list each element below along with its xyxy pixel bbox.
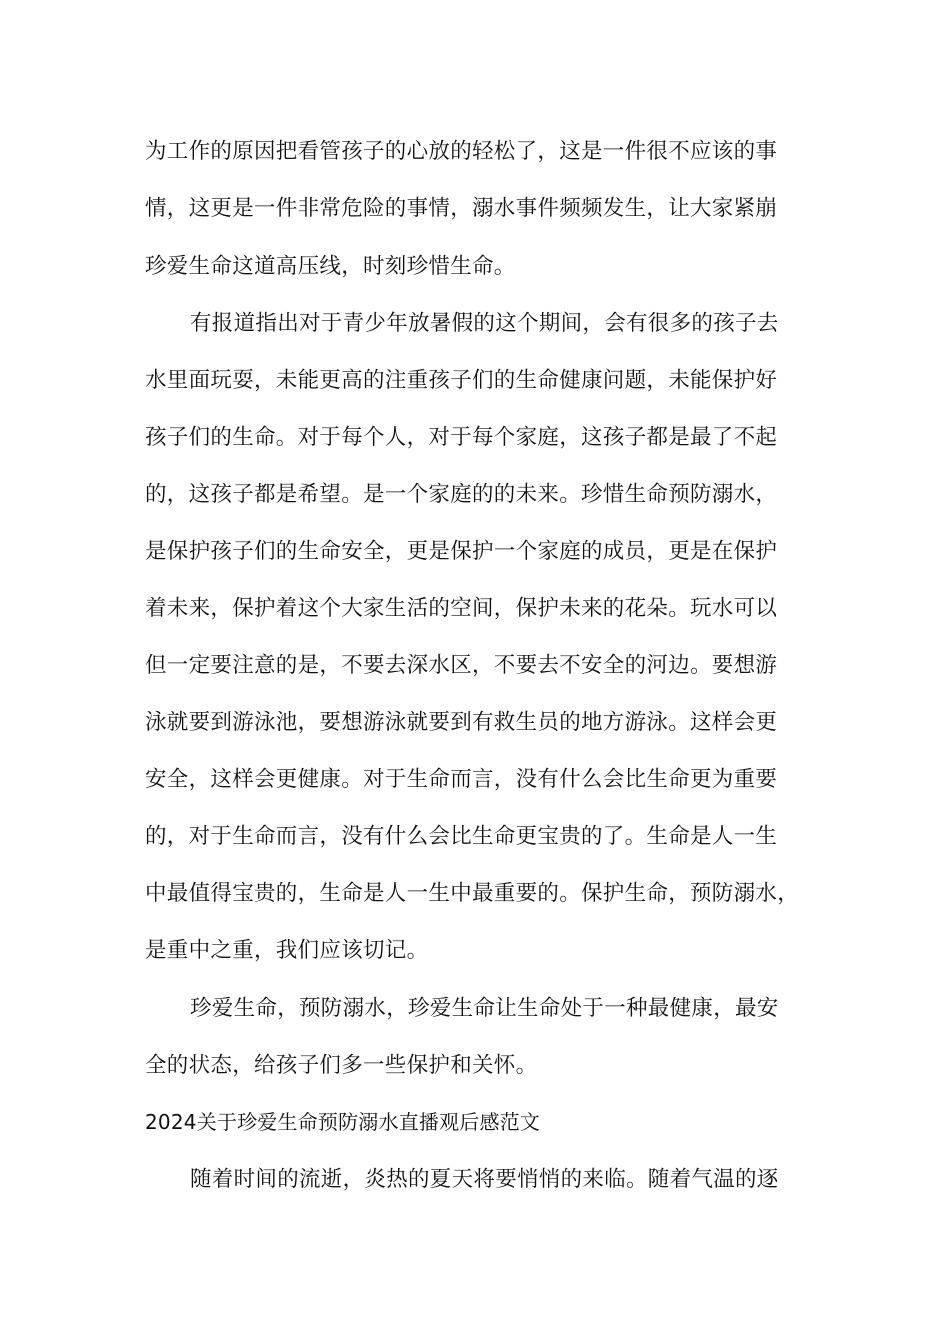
paragraph-line: 的，这孩子都是希望。是一个家庭的的未来。珍惜生命预防溺水， <box>145 482 778 507</box>
paragraph-line: 的，对于生命而言，没有什么会比生命更宝贵的了。生命是人一生 <box>145 824 778 849</box>
paragraph-line: 有报道指出对于青少年放暑假的这个期间，会有很多的孩子去 <box>190 311 779 336</box>
paragraph-line: 但一定要注意的是，不要去深水区，不要去不安全的河边。要想游 <box>145 653 778 678</box>
paragraph-line: 中最值得宝贵的，生命是人一生中最重要的。保护生命，预防溺水， <box>145 881 800 906</box>
paragraph-line: 安全，这样会更健康。对于生命而言，没有什么会比生命更为重要 <box>145 767 778 792</box>
paragraph-line: 珍爱生命这道高压线，时刻珍惜生命。 <box>145 254 516 279</box>
paragraph-line: 是保护孩子们的生命安全，更是保护一个家庭的成员，更是在保护 <box>145 539 778 564</box>
paragraph-line: 为工作的原因把看管孩子的心放的轻松了，这是一件很不应该的事 <box>145 139 778 164</box>
paragraph-line: 着未来，保护着这个大家生活的空间，保护未来的花朵。玩水可以 <box>145 596 778 621</box>
paragraph-line: 随着时间的流逝，炎热的夏天将要悄悄的来临。随着气温的逐 <box>190 1167 779 1192</box>
paragraph-line: 珍爱生命，预防溺水，珍爱生命让生命处于一种最健康，最安 <box>190 996 779 1021</box>
paragraph-line: 情，这更是一件非常危险的事情，溺水事件频频发生，让大家紧崩 <box>145 196 778 221</box>
paragraph-line: 水里面玩耍，未能更高的注重孩子们的生命健康问题，未能保护好 <box>145 368 778 393</box>
paragraph-line: 全的状态，给孩子们多一些保护和关怀。 <box>145 1053 538 1078</box>
paragraph-line: 孩子们的生命。对于每个人，对于每个家庭，这孩子都是最了不起 <box>145 425 778 450</box>
paragraph-line: 是重中之重，我们应该切记。 <box>145 938 429 963</box>
paragraph-line: 泳就要到游泳池，要想游泳就要到有救生员的地方游泳。这样会更 <box>145 710 778 735</box>
section-heading: 2024关于珍爱生命预防溺水直播观后感范文 <box>145 1110 541 1134</box>
